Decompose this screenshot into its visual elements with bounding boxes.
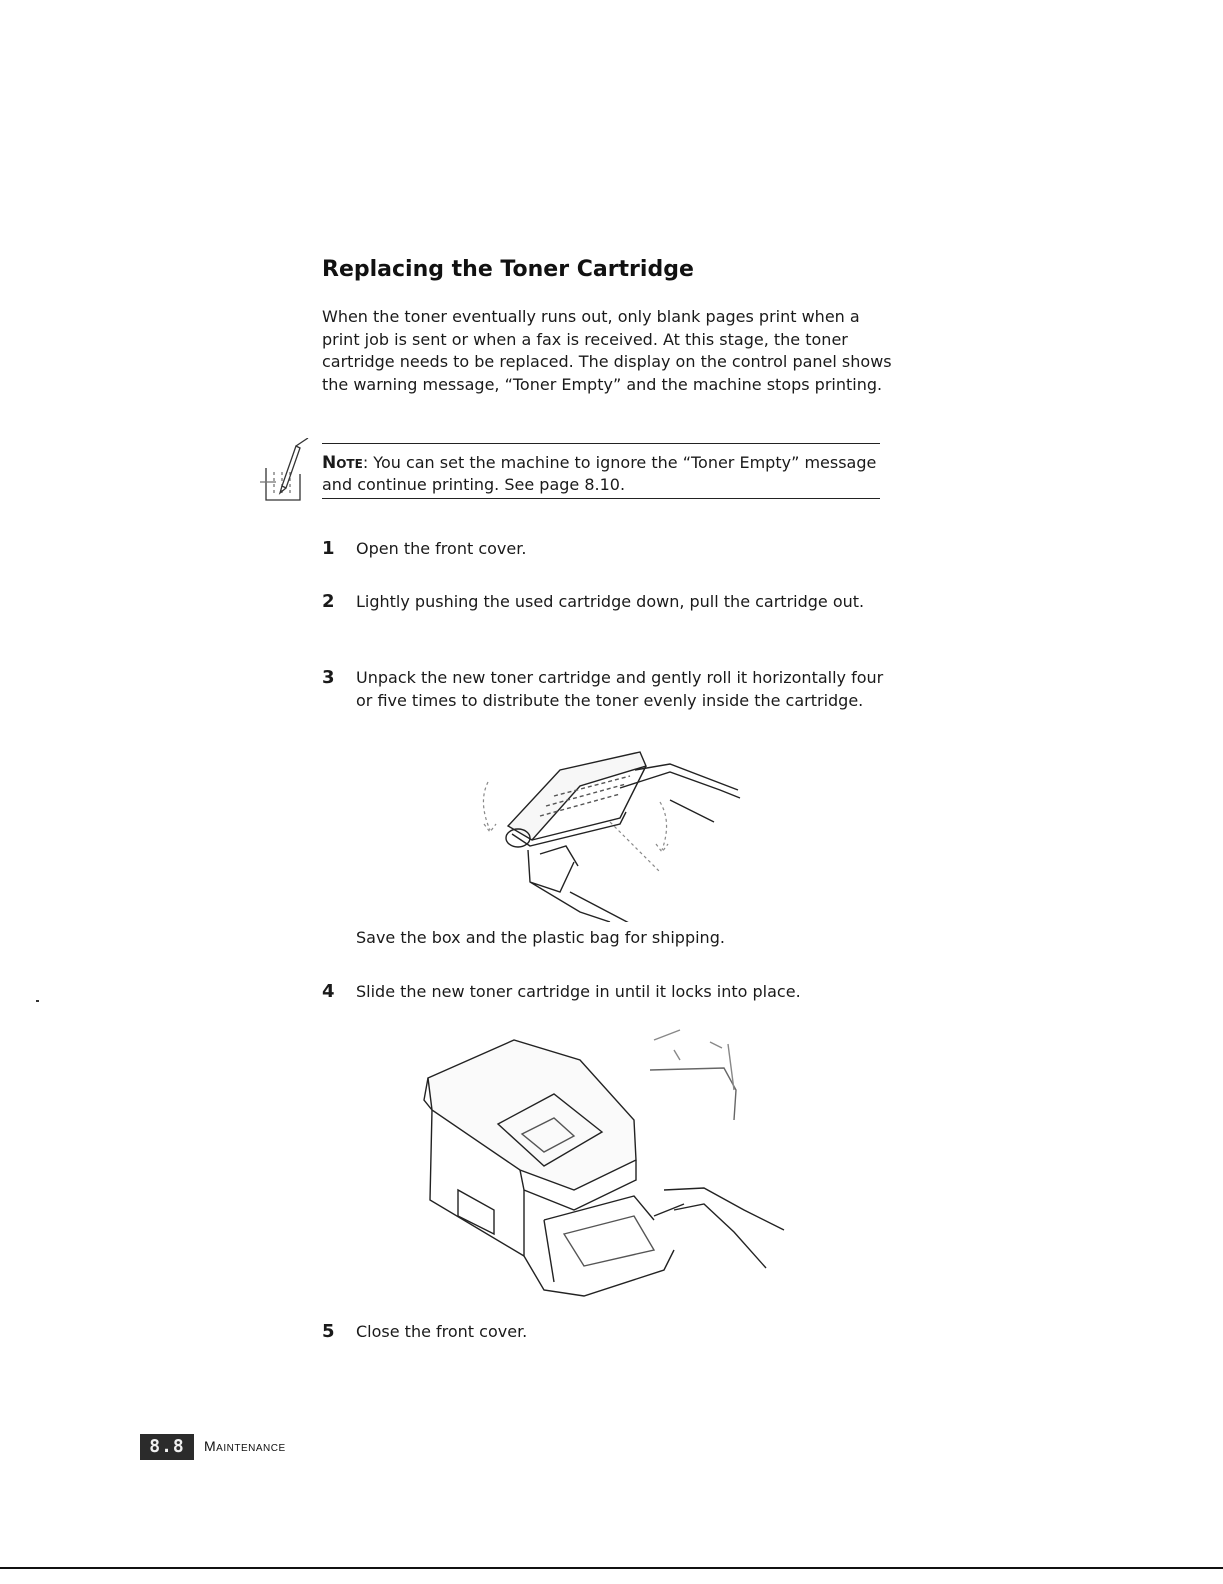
note-box <box>322 443 880 499</box>
toner-shaking-illustration <box>470 742 760 922</box>
step-text: Open the front cover. <box>356 539 527 558</box>
step-text: Unpack the new toner cartridge and gently roll it horizontally four or five times to distribute the toner evenly inside the cartridge. <box>356 668 884 710</box>
step-text: Slide the new toner cartridge in until it locks into place. <box>356 982 801 1001</box>
step-number: 3 <box>322 667 335 688</box>
footer-section-name: Maintenance <box>204 1438 286 1454</box>
scan-speck <box>36 1000 39 1002</box>
printer-cartridge-illustration <box>404 1020 796 1300</box>
step-number: 1 <box>322 538 335 559</box>
note-label: Note <box>322 453 363 473</box>
page-bottom-rule <box>0 1567 1223 1569</box>
note-pencil-icon <box>256 438 312 504</box>
step-number: 5 <box>322 1321 335 1342</box>
step-text: Lightly pushing the used cartridge down, pull the cartridge out. <box>356 592 865 611</box>
step-number: 4 <box>322 981 335 1002</box>
section-heading: Replacing the Toner Cartridge <box>322 257 694 282</box>
step-3-caption: Save the box and the plastic bag for shipping. <box>356 928 725 947</box>
page-number-badge: 8.8 <box>140 1434 194 1460</box>
note-text: : You can set the machine to ignore the “Toner Empty” message and continue printing. See page 8.10. <box>322 453 877 494</box>
step-number: 2 <box>322 591 335 612</box>
intro-paragraph: When the toner eventually runs out, only blank pages print when a print job is sent or when a fax is received. At this stage, the toner cartridge needs to be replaced. The display on the control panel shows the warning message, “Toner Empty” and the machine stops printing. <box>322 307 892 394</box>
step-text: Close the front cover. <box>356 1322 528 1341</box>
